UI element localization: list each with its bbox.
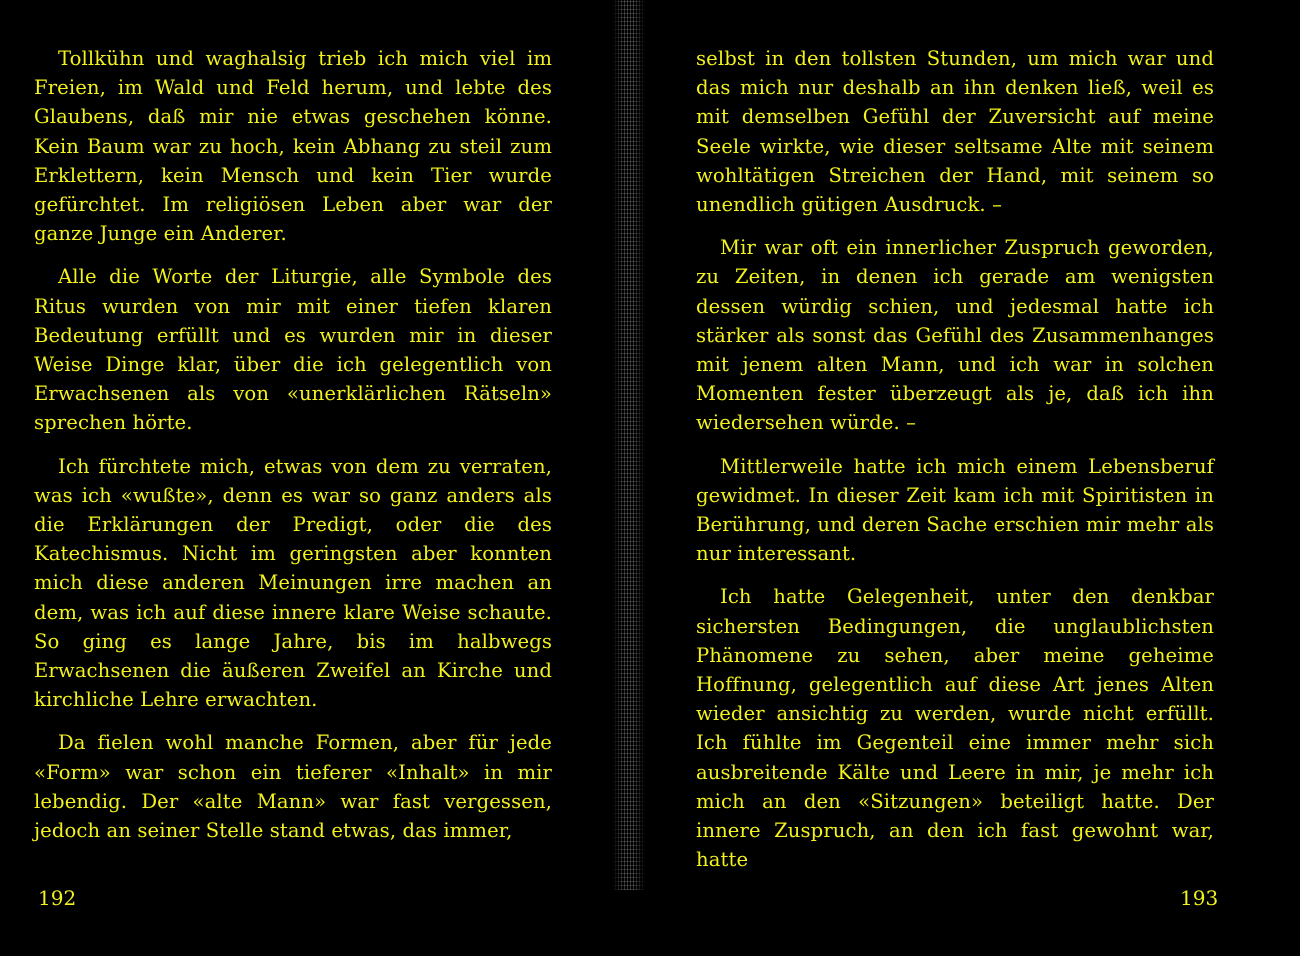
left-page-number: 192	[38, 886, 77, 910]
book-gutter	[612, 0, 646, 890]
left-paragraph-2: Alle die Worte der Liturgie, alle Symbole des Ritus wurden von mir mit einer tiefen klaren Bedeutung erfüllt und es wurden mir in dieser Weise Dinge klar, über die ich gelegentlich von Erwachsenen als von «unerklärlichen Rätseln» sprechen hörte.	[34, 265, 552, 435]
right-paragraph-2: Mir war oft ein innerlicher Zuspruch geworden, zu Zeiten, in denen ich gerade am wenigsten dessen würdig schien, und jedesmal hatte ich stärker als sonst das Gefühl des Zusammenhanges mit jenem alten Mann, und ich war in solchen Momenten fester überzeugt als je, daß ich ihn wiedersehen würde. –	[696, 236, 1214, 435]
left-paragraph-1: Tollkühn und waghalsig trieb ich mich viel im Freien, im Wald und Feld herum, und lebte des Glaubens, daß mir nie etwas geschehen könne. Kein Baum war zu hoch, kein Abhang zu steil zum Erklettern, kein Mensch und kein Tier wurde gefürchtet. Im religiösen Leben aber war der ganze Junge ein Anderer.	[34, 47, 552, 246]
right-paragraph-4: Ich hatte Gelegenheit, unter den denkbar sichersten Bedingungen, die unglaublichsten Phänomene zu sehen, aber meine geheime Hoffnung, gelegentlich auf diese Art jenes Alten wieder ansichtig zu werden, wurde nicht erfüllt. Ich fühlte im Gegenteil eine immer mehr sich ausbreitende Kälte und Leere in mir, je mehr ich mich an den «Sitzungen» beteiligt hatte. Der innere Zuspruch, an den ich fast gewohnt war, hatte	[696, 585, 1214, 872]
left-page	[34, 44, 552, 859]
right-page	[696, 44, 1214, 888]
right-page-number: 193	[1180, 886, 1219, 910]
right-paragraph-3: Mittlerweile hatte ich mich einem Lebensberuf gewidmet. In dieser Zeit kam ich mit Spiritisten in Berührung, und deren Sache erschien mir mehr als nur interessant.	[696, 454, 1214, 566]
right-paragraph-1: selbst in den tollsten Stunden, um mich war und das mich nur deshalb an ihn denken ließ, weil es mit demselben Gefühl der Zuversicht auf meine Seele wirkte, wie dieser seltsame Alte mit seinem wohltätigen Streichen der Hand, mit seinem so unendlich gütigen Ausdruck. –	[696, 47, 1214, 217]
left-paragraph-3: Ich fürchtete mich, etwas von dem zu verraten, was ich «wußte», denn es war so ganz anders als die Erklärungen der Predigt, oder die des Katechismus. Nicht im geringsten aber konnten mich diese anderen Meinungen irre machen an dem, was ich auf diese innere klare Weise schaute. So ging es lange Jahre, bis im halbwegs Erwachsenen die äußeren Zweifel an Kirche und kirchliche Lehre erwachten.	[34, 454, 552, 712]
left-paragraph-4: Da fielen wohl manche Formen, aber für jede «Form» war schon ein tieferer «Inhalt» in mir lebendig. Der «alte Mann» war fast vergessen, jedoch an seiner Stelle stand etwas, das immer,	[34, 731, 552, 843]
